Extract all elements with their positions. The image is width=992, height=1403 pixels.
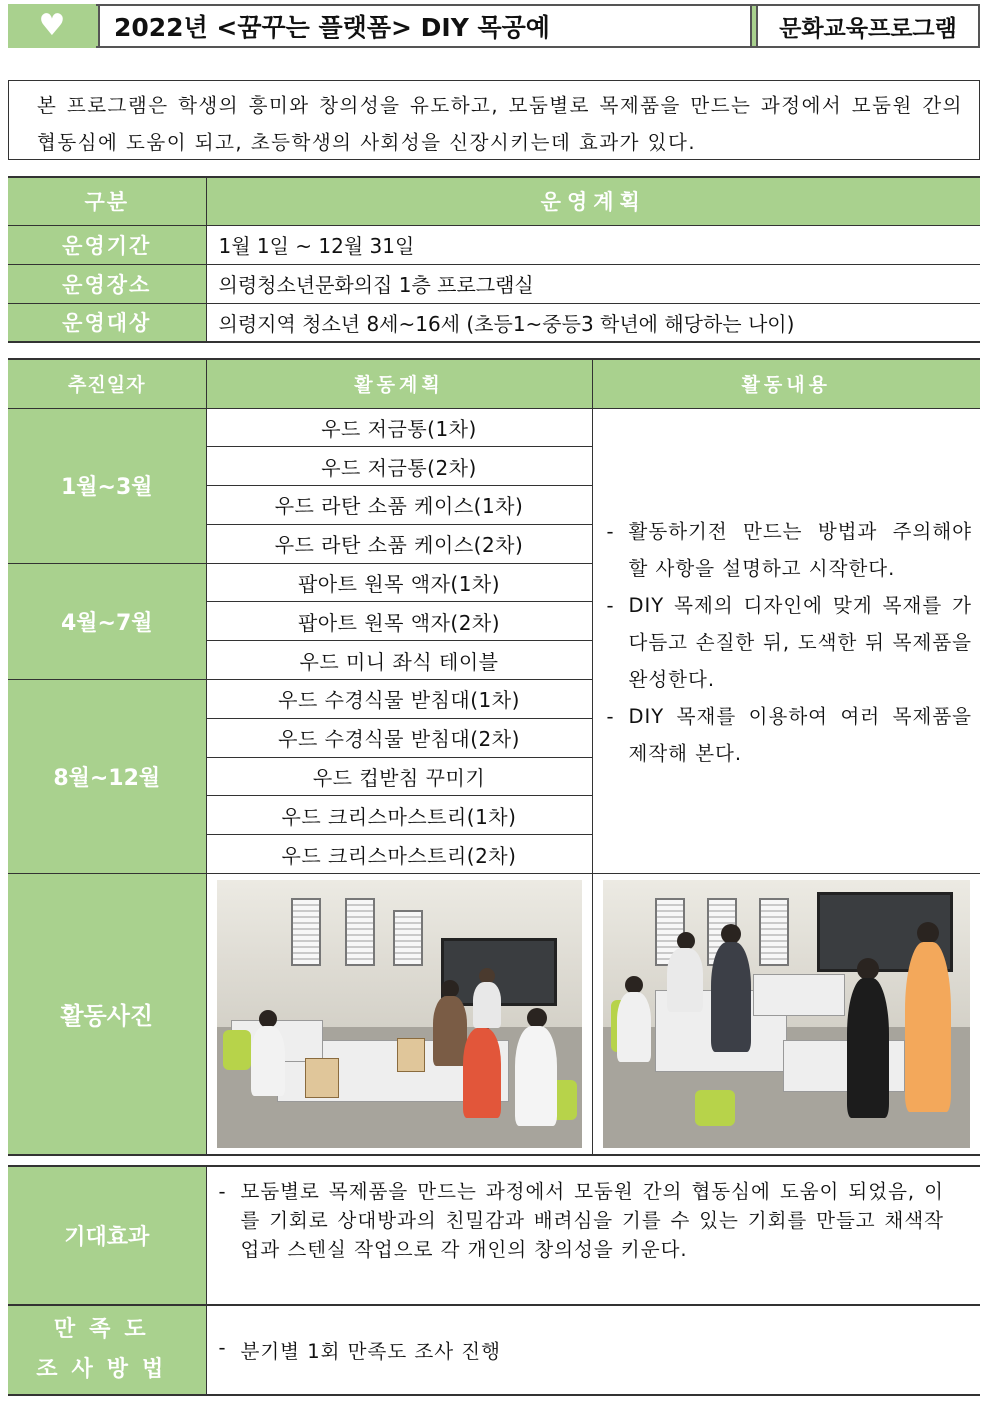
survey-text: 분기별 1회 만족도 조사 진행 (240, 1340, 501, 1363)
activity-item: 우드 저금통(2차) (206, 447, 592, 486)
activity-table (8, 358, 980, 1156)
activity-item: 우드 수경식물 받침대(2차) (206, 718, 592, 757)
table-row (8, 303, 980, 342)
activity-item: 우드 저금통(1차) (206, 408, 592, 447)
classroom-photo-illustration (217, 880, 582, 1148)
description-text: 활동하기전 만드는 방법과 주의해야 할 사항을 설명하고 시작한다. (628, 519, 972, 580)
activity-item: 팝아트 원목 액자(2차) (206, 602, 592, 641)
description-text: DIY 목제의 디자인에 맞게 목재를 가다듬고 손질한 뒤, 도색한 뒤 목제품을 완성한다. (628, 593, 972, 691)
page-title: 2022년 <꿈꾸는 플랫폼> DIY 목공예 (98, 6, 752, 46)
survey-label-line1: 만족도 (53, 1317, 160, 1342)
activity-item: 우드 라탄 소품 케이스(1차) (206, 486, 592, 525)
activity-photo-2 (592, 874, 980, 1155)
table-header-row (8, 177, 980, 225)
heart-icon: ♥ (38, 8, 66, 43)
table-row (8, 1305, 980, 1395)
activity-photo-1 (206, 874, 592, 1155)
row-value-place: 의령청소년문화의집 1층 프로그램실 (206, 264, 980, 303)
bullet-dash: - (606, 593, 614, 617)
photo-row (8, 874, 980, 1155)
heart-icon-box (8, 4, 96, 48)
activity-item: 우드 라탄 소품 케이스(2차) (206, 524, 592, 563)
activity-item: 팝아트 원목 액자(1차) (206, 563, 592, 602)
period-apr-jul: 4월~7월 (8, 563, 206, 679)
header-activity-content: 활동내용 (592, 359, 980, 408)
bullet-dash: - (218, 1336, 226, 1359)
operation-plan-table (8, 176, 980, 343)
row-label-period: 운영기간 (8, 225, 206, 264)
effects-line (219, 1177, 945, 1264)
bullet-dash: - (606, 519, 614, 543)
table-row (8, 264, 980, 303)
header-activity-plan: 활동계획 (206, 359, 592, 408)
survey-line (219, 1336, 981, 1364)
header-category: 구분 (8, 177, 206, 225)
table-row (8, 225, 980, 264)
header-date: 추진일자 (8, 359, 206, 408)
activity-item: 우드 수경식물 받침대(1차) (206, 680, 592, 719)
period-jan-mar: 1월~3월 (8, 408, 206, 563)
survey-label (8, 1305, 206, 1395)
activity-item: 우드 크리스마스트리(1차) (206, 796, 592, 835)
effects-label: 기대효과 (8, 1166, 206, 1305)
effects-text-cell (206, 1166, 980, 1305)
classroom-photo-illustration (603, 880, 971, 1148)
description-line (607, 587, 973, 698)
bullet-dash: - (606, 704, 614, 728)
table-row (8, 1166, 980, 1305)
table-row (8, 408, 980, 447)
description-text: DIY 목재를 이용하여 여러 목제품을 제작해 본다. (628, 704, 972, 765)
effects-text: 모둠별로 목제품을 만드는 과정에서 모둠원 간의 협동심에 도움이 되었음, 이를 기회로 상대방과의 친밀감과 배려심을 기를 수 있는 기회를 만들고 채색작업과 스텐실 작업으로 각 개인의 창의성을 키운다. (240, 1180, 944, 1261)
program-category: 문화교육프로그램 (756, 6, 978, 46)
activity-description (592, 408, 980, 874)
header-plan: 운영계획 (206, 177, 980, 225)
description-line (607, 698, 973, 772)
row-value-target: 의령지역 청소년 8세~16세 (초등1~중등3 학년에 해당하는 나이) (206, 303, 980, 342)
period-aug-dec: 8월~12월 (8, 680, 206, 874)
survey-text-cell (206, 1305, 980, 1395)
description-line (607, 513, 973, 587)
row-value-period: 1월 1일 ~ 12월 31일 (206, 225, 980, 264)
effects-table (8, 1165, 980, 1396)
intro-text: 본 프로그램은 학생의 흥미와 창의성을 유도하고, 모둠별로 목제품을 만드는 과정에서 모둠원 간의 협동심에 도움이 되고, 초등학생의 사회성을 신장시키는데 효과가 있다. (8, 80, 980, 160)
row-label-place: 운영장소 (8, 264, 206, 303)
bullet-dash: - (218, 1180, 226, 1203)
table-header-row (8, 359, 980, 408)
row-label-target: 운영대상 (8, 303, 206, 342)
activity-item: 우드 컵받침 꾸미기 (206, 757, 592, 796)
activity-item: 우드 크리스마스트리(2차) (206, 835, 592, 874)
survey-label-line2: 조사방법 (36, 1357, 178, 1382)
activity-item: 우드 미니 좌식 테이블 (206, 641, 592, 680)
photo-label: 활동사진 (8, 874, 206, 1155)
